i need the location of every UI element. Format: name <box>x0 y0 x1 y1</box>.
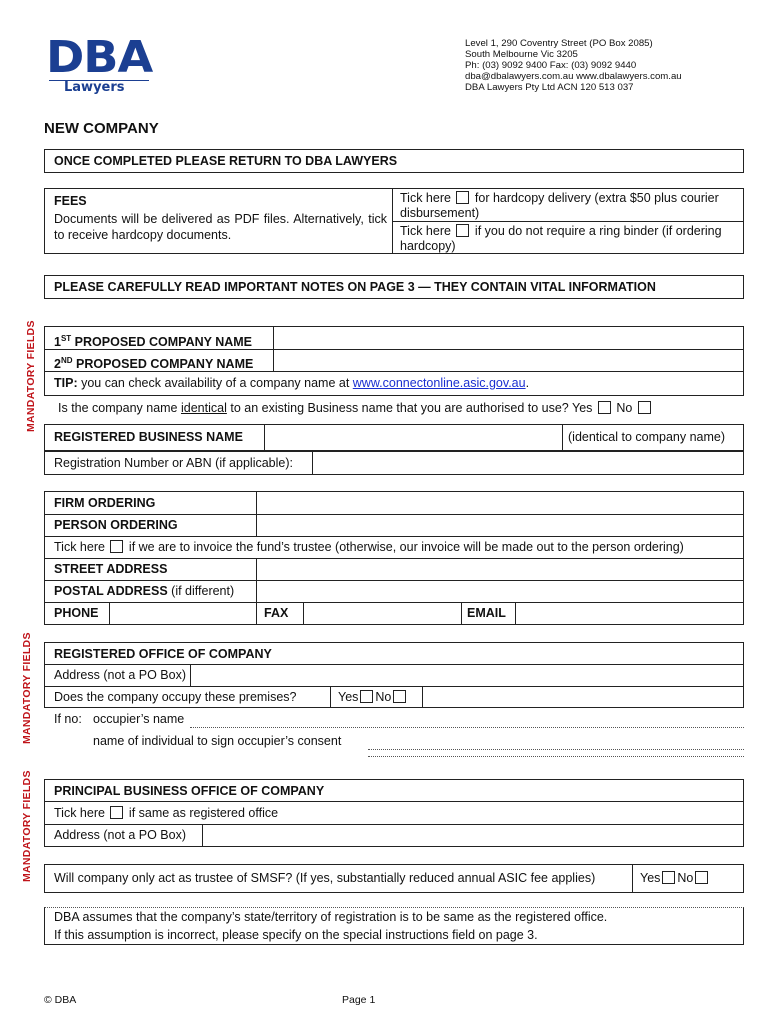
tip-line <box>54 376 529 391</box>
important-notice: PLEASE CAREFULLY READ IMPORTANT NOTES ON PAGE 3 — THEY CONTAIN VITAL INFORMATION <box>54 280 656 294</box>
no-label: No <box>677 871 694 885</box>
same-as-registered-text: if same as registered office <box>128 806 279 820</box>
if-no-label: If no: <box>54 712 82 726</box>
tip-text: you can check availability of a company name at <box>81 376 350 390</box>
phone-label: PHONE <box>54 606 99 620</box>
copyright: © DBA <box>44 994 77 1006</box>
yes-label: Yes <box>338 690 359 704</box>
hardcopy-checkbox[interactable] <box>456 191 469 204</box>
divider <box>330 686 331 708</box>
question-text: Is the company name <box>58 401 178 415</box>
tick-here-label: Tick here <box>400 191 451 205</box>
page-number: Page 1 <box>342 994 376 1006</box>
email-input[interactable] <box>516 603 743 624</box>
question-text: to an existing Business name that you are authorised to use? Yes <box>230 401 593 415</box>
address-line: dba@dbalawyers.com.au www.dbalawyers.com.au <box>465 71 682 82</box>
identical-no-checkbox[interactable] <box>638 401 651 414</box>
smsf-no-checkbox[interactable] <box>695 871 708 884</box>
no-label: No <box>375 690 392 704</box>
address-line: Ph: (03) 9092 9400 Fax: (03) 9092 9440 <box>465 60 637 71</box>
fees-text: Documents will be delivered as PDF files. Alternatively, tick to receive hardcopy documents. <box>54 212 387 242</box>
reg-number-input[interactable] <box>313 452 743 474</box>
registered-office-heading: REGISTERED OFFICE OF COMPANY <box>54 647 272 661</box>
divider <box>44 536 744 537</box>
divider <box>562 424 563 451</box>
reg-number-label: Registration Number or ABN (if applicable): <box>54 456 293 470</box>
fees-heading: FEES <box>54 194 87 208</box>
tick-here-label: Tick here <box>400 224 451 238</box>
postal-label-note: (if different) <box>171 584 235 598</box>
second-name-input[interactable] <box>274 350 743 371</box>
tip-end: . <box>525 376 530 390</box>
occupier-name-line[interactable] <box>190 727 744 728</box>
principal-address-label: Address (not a PO Box) <box>54 828 187 842</box>
consent-signer-label: name of individual to sign occupier’s consent <box>93 734 342 748</box>
email-label: EMAIL <box>467 606 506 620</box>
ring-binder-checkbox[interactable] <box>456 224 469 237</box>
assumption-line-1: DBA assumes that the company’s state/territory of registration is to be same as the registered office. <box>54 910 608 924</box>
consent-signer-line[interactable] <box>368 749 744 750</box>
smsf-yes-checkbox[interactable] <box>662 871 675 884</box>
identical-note: (identical to company name) <box>568 430 726 444</box>
firm-ordering-label: FIRM ORDERING <box>54 496 156 510</box>
same-as-registered-option <box>54 806 278 821</box>
principal-office-heading: PRINCIPAL BUSINESS OFFICE OF COMPANY <box>54 784 325 798</box>
logo-subtitle: Lawyers <box>64 80 125 95</box>
principal-address-input[interactable] <box>203 825 743 846</box>
invoice-trustee-option <box>54 540 684 555</box>
hardcopy-option-text: for hardcopy delivery (extra $50 plus courier disbursement) <box>400 191 719 220</box>
street-address-input[interactable] <box>257 559 743 580</box>
reg-address-input[interactable] <box>191 665 743 686</box>
invoice-trustee-checkbox[interactable] <box>110 540 123 553</box>
ordinal: 2 <box>54 357 61 372</box>
occupier-name-label: occupier’s name <box>93 712 185 726</box>
tick-here-label: Tick here <box>54 806 105 820</box>
occupy-yes-checkbox[interactable] <box>360 690 373 703</box>
ordinal: 1 <box>54 335 61 350</box>
invoice-trustee-text: if we are to invoice the fund’s trustee (otherwise, our invoice will be made out to the person ordering) <box>128 540 684 554</box>
divider <box>461 602 462 625</box>
street-address-label: STREET ADDRESS <box>54 562 168 576</box>
postal-address-input[interactable] <box>257 581 743 602</box>
hardcopy-option <box>400 191 740 221</box>
ordinal-suffix: ST <box>60 334 72 343</box>
divider <box>44 801 744 802</box>
occupy-question: Does the company occupy these premises? <box>54 690 297 704</box>
first-name-label <box>54 331 252 350</box>
divider <box>392 221 744 222</box>
mandatory-fields-label: MANDATORY FIELDS <box>21 632 33 744</box>
fax-input[interactable] <box>304 603 461 624</box>
label-text: PROPOSED COMPANY NAME <box>74 335 253 350</box>
tick-here-label: Tick here <box>54 540 105 554</box>
identical-question <box>58 401 653 416</box>
yes-label: Yes <box>640 871 661 885</box>
business-name-input[interactable] <box>265 425 561 450</box>
mandatory-fields-label: MANDATORY FIELDS <box>21 770 33 882</box>
person-ordering-input[interactable] <box>257 515 743 536</box>
label-text: PROPOSED COMPANY NAME <box>76 357 254 372</box>
return-notice: ONCE COMPLETED PLEASE RETURN TO DBA LAWYERS <box>54 154 398 168</box>
smsf-question: Will company only act as trustee of SMSF? (If yes, substantially reduced annual ASIC fee applies) <box>54 871 596 885</box>
page-title: NEW COMPANY <box>44 120 159 137</box>
divider <box>44 686 744 687</box>
address-line: South Melbourne Vic 3205 <box>465 49 578 60</box>
consent-signer-line-2 <box>368 756 744 757</box>
address-line: Level 1, 290 Coventry Street (PO Box 2085) <box>465 38 653 49</box>
divider <box>422 686 423 708</box>
asic-link[interactable]: www.connectonline.asic.gov.au <box>352 376 526 390</box>
second-name-label <box>54 353 253 372</box>
smsf-options <box>640 871 710 886</box>
person-ordering-label: PERSON ORDERING <box>54 518 178 532</box>
question-emphasis: identical <box>181 401 227 415</box>
logo-wordmark: DBA <box>46 32 153 83</box>
address-line: DBA Lawyers Pty Ltd ACN 120 513 037 <box>465 82 634 93</box>
fax-label: FAX <box>264 606 289 620</box>
assumption-line-2: If this assumption is incorrect, please specify on the special instructions field on page 3. <box>54 928 538 942</box>
identical-yes-checkbox[interactable] <box>598 401 611 414</box>
ordinal-suffix: ND <box>60 356 73 365</box>
ring-binder-option-text: if you do not require a ring binder (if ordering hardcopy) <box>400 224 722 253</box>
phone-input[interactable] <box>110 603 256 624</box>
registered-business-label: REGISTERED BUSINESS NAME <box>54 430 243 444</box>
firm-ordering-input[interactable] <box>257 492 743 514</box>
tip-label: TIP: <box>54 376 78 390</box>
occupy-options <box>338 690 408 705</box>
mandatory-fields-label: MANDATORY FIELDS <box>25 320 37 432</box>
same-as-registered-checkbox[interactable] <box>110 806 123 819</box>
divider <box>632 864 633 893</box>
postal-label-bold: POSTAL ADDRESS <box>54 584 168 598</box>
reg-address-label: Address (not a PO Box) <box>54 668 187 682</box>
occupy-no-checkbox[interactable] <box>393 690 406 703</box>
postal-address-label <box>54 584 234 599</box>
ring-binder-option <box>400 224 740 254</box>
first-name-input[interactable] <box>274 327 743 349</box>
no-label: No <box>616 401 633 415</box>
